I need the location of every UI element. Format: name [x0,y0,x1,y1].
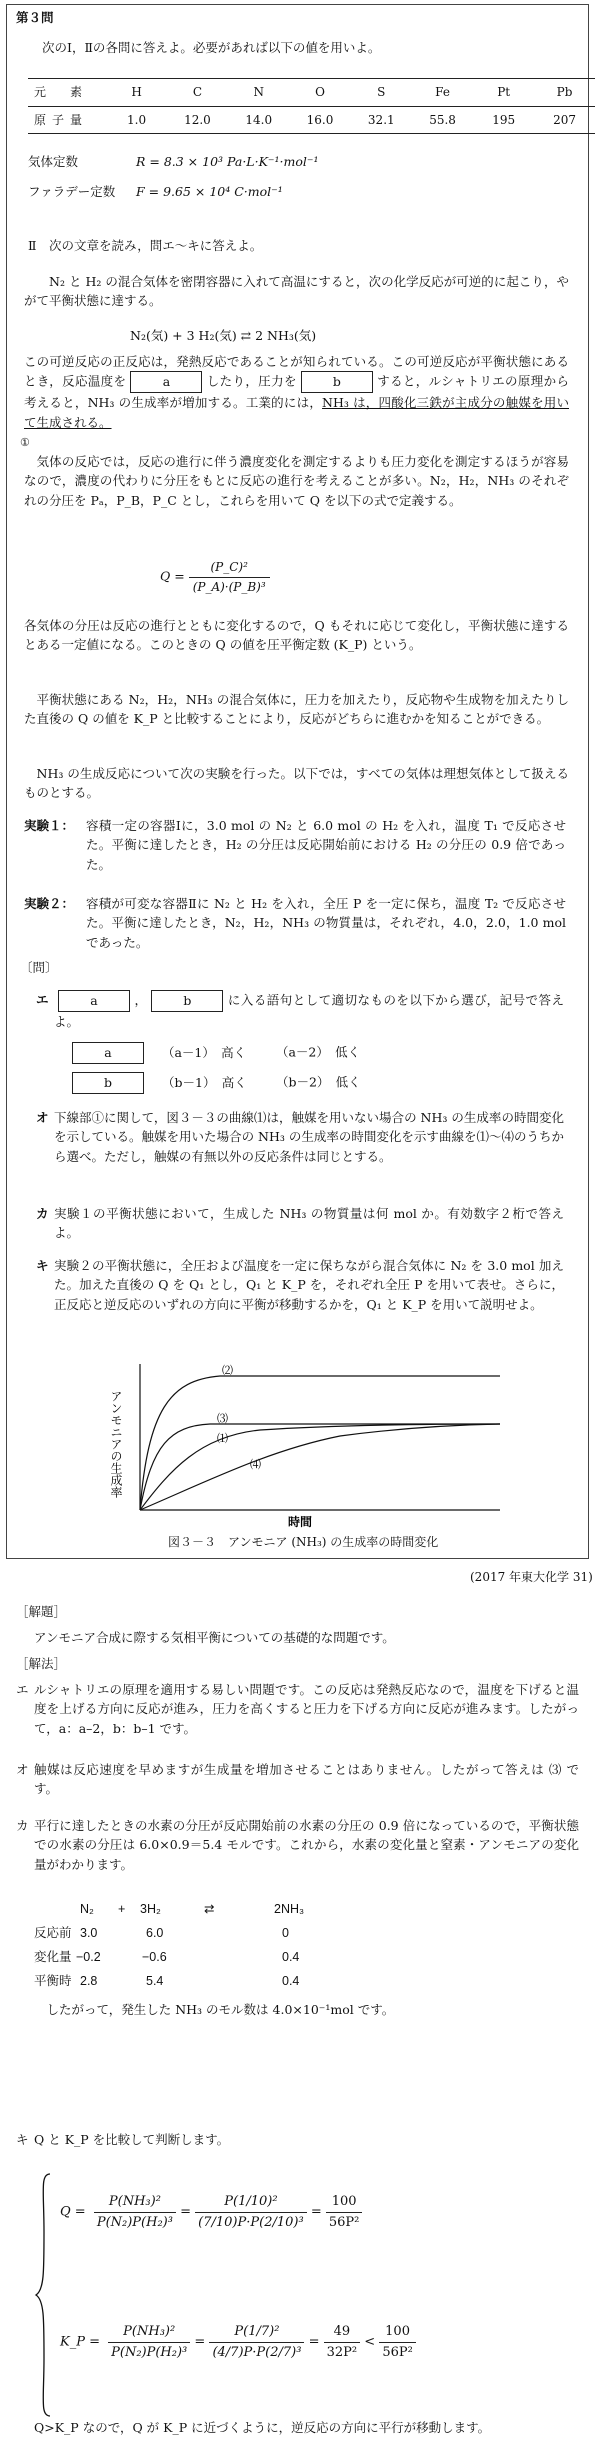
para-lechatelier-b: したり，圧力を [206,373,297,389]
source-note: (2017 年東大化学 31) [470,1570,593,1584]
part2-heading: Ⅱ 次の文章を読み，問エ～キに答えよ。 [28,238,263,253]
blank-b: b [301,371,373,393]
figure-caption: 図３－３ アンモニア (NH₃) の生成率の時間変化 [168,1535,439,1549]
sol-e-mark: エ [16,1682,29,1697]
choice-row-a [68,1042,360,1064]
curve-label-4: ⑷ [250,1458,261,1471]
sol-o-mark: オ [16,1762,29,1777]
sol-ka-text: 平行に達したときの水素の分圧が反応開始前の水素の分圧の 0.9 倍になっているので，平衡状態での水素の分圧は 6.0×0.9＝5.4 モルです。これから，水素の変化量と窒素・アンモニアの変化量がわかります。 [34,1818,579,1872]
reaction-table [34,1900,394,1996]
eq2-compare-den: 56P² [382,2345,413,2361]
question-e-text: a ， b に入る語句として適切なものを以下から選び，記号で答えよ。 [54,990,564,1031]
curve-3 [140,1424,500,1510]
choice-a2: （a－2） 低く [275,1044,361,1060]
rt-r1-v1: −0.6 [142,1950,167,1964]
eq1-sub-den: (7/10)P·P(2/10)³ [198,2215,304,2231]
eq2-general-num: P(NH₃)² [108,2322,190,2343]
eq1-result-num: 100 [326,2192,363,2213]
rt-h4: 2NH₃ [274,1902,305,1916]
element-cell: Fe [412,79,473,107]
element-cell: H [106,79,166,107]
curve-4 [140,1424,500,1510]
para-lechatelier [24,352,569,432]
curve-label-1: ⑴ [217,1432,228,1445]
mass-cell: 14.0 [228,106,289,134]
element-cell: N [228,79,289,107]
mass-cell: 207 [534,106,595,134]
figure-xlabel: 時間 [287,1515,313,1529]
blank-a: a [130,371,202,393]
figure-ylabel-text: アンモニアの生成率 [109,1390,123,1498]
rt-h1: + [118,1902,126,1916]
rt-r1-label: 変化量 [34,1950,72,1964]
para-compare: 平衡状態にある N₂，H₂，NH₃ の混合気体に，圧力を加えたり，反応物や生成物を加えたりした直後の Q の値を K_P と比較することにより，反応がどちらに進むかを知ることができる。 [24,692,569,727]
circle-1-marker: ① [20,436,30,449]
questions-heading: 〔問〕 [20,960,58,975]
rt-r0-v0: 3.0 [80,1926,98,1940]
rt-h2: 3H₂ [140,1902,161,1916]
eq1-general-den: P(N₂)P(H₂)³ [96,2215,173,2231]
choice-a1: （a－1） 高く [161,1044,247,1060]
eq2-general-den: P(N₂)P(H₂)³ [111,2345,188,2361]
curve-label-3: ⑶ [217,1412,228,1425]
blank-b-choice: b [72,1072,144,1094]
mass-cell: 195 [473,106,534,134]
sol-ka-mark: カ [16,1818,29,1833]
equation-brace [34,2172,54,2418]
mass-cell: 1.0 [106,106,166,134]
gas-constant-label: 気体定数 [28,154,79,169]
kaihou-heading: ［解法］ [16,1656,67,1671]
element-cell: C [167,79,228,107]
kaidai-text: アンモニア合成に際する気相平衡についての基礎的な問題です。 [34,1630,395,1645]
eq1-general [94,2192,176,2233]
question-o-mark: オ [36,1110,49,1125]
eq2-compare: < [364,2334,376,2350]
rt-r2-label: 平衡時 [34,1974,72,1988]
rt-h3: ⇄ [204,1902,215,1916]
mass-cell: 55.8 [412,106,473,134]
eq2-general [108,2322,190,2363]
rt-r2-v0: 2.8 [80,1974,98,1988]
mass-cell: 12.0 [167,106,228,134]
reaction-equation: N₂(気) + 3 H₂(気) ⇄ 2 NH₃(気) [130,328,317,343]
intro-text: 次のⅠ，Ⅱの各問に答えよ。必要があれば以下の値を用いよ。 [42,40,381,55]
element-cell: O [289,79,350,107]
eq1-general-num: P(NH₃)² [94,2192,176,2213]
question-ka-mark: カ [36,1206,49,1221]
para-experiment-intro: NH₃ の生成反応について次の実験を行った。以下では，すべての気体は理想気体として扱えるものとする。 [24,766,569,801]
exp2-text: 容積が可変な容器Ⅱに N₂ と H₂ を入れ，全圧 P を一定に保ち，温度 T₂ で反応させた。平衡に達したとき，N₂，H₂，NH₃ の物質量は，それぞれ，4.0，2.0，1.0 mol であった。 [86,896,566,950]
q-lhs: Q = [160,568,185,584]
rt-r1-v2: 0.4 [282,1950,300,1964]
blank-a-choice: a [72,1042,144,1064]
para-kp: 各気体の分圧は反応の進行とともに変化するので，Q もそれに応じて変化し，平衡状態に達するとある一定値になる。このときの Q の値を圧平衡定数 (K_P) という。 [24,618,569,653]
exp1-text: 容積一定の容器Ⅰに，3.0 mol の N₂ と 6.0 mol の H₂ を入れ，温度 T₁ で反応させた。平衡に達したとき，H₂ の分圧は反応開始前における H₂ の分圧の 0.9 倍であった。 [86,818,566,872]
para-lechatelier-a: この可逆反応の正反応は，発熱反応であることが知られている。この可逆反応が平衡状態にあるとき，反応温度を [24,354,569,389]
figure-ylabel [109,1390,123,1498]
reaction-table-header [34,1900,394,1924]
equation-q: Q = $\frac{\text{P(NH₃)²}}{\text{P(N₂)P(H₂)³}}$ = $\frac{\text{P(1/10)²}}{\text{(7/10)P·P(2/10)³}}$ = $\frac{100}{\text{56P²}}$ [60,2192,362,2233]
blank-a-ref: a [58,990,130,1012]
gas-constant: R = 8.3 × 10³ Pa·L·K⁻¹·mol⁻¹ [136,154,319,169]
eq2-sub-num: P(1/7)² [209,2322,304,2343]
faraday-label: ファラデー定数 [28,184,116,199]
curve-label-2: ⑵ [222,1364,233,1377]
question-ka-text: 実験１の平衡状態において，生成した NH₃ の物質量は何 mol か。有効数字２桁で答えよ。 [54,1206,564,1241]
rt-h0: N₂ [80,1902,94,1916]
eq1-sub-num: P(1/10)² [195,2192,307,2213]
q-denominator: (P_A)·(P_B)³ [192,579,266,594]
elements-header: 元 素 [28,79,106,107]
sol-ka-result: したがって，発生した NH₃ のモル数は 4.0×10⁻¹mol です。 [46,2002,395,2017]
choice-b2: （b－2） 低く [275,1074,361,1090]
eq2-sub-den: (4/7)P·P(2/7)³ [212,2345,302,2361]
question-e-mark: エ [36,992,49,1007]
eq1-result-den: 56P² [328,2215,360,2231]
q-numerator: (P_C)² [189,558,270,578]
curve-1 [140,1424,500,1510]
mass-cell: 16.0 [289,106,350,134]
eq1-lhs: Q = [60,2204,86,2220]
reaction-table-row [34,1948,394,1972]
rt-r0-v1: 6.0 [146,1926,164,1940]
eq2-substituted [209,2322,304,2363]
eq2-lhs: K_P = [60,2334,100,2350]
q-fraction [189,558,270,596]
exp2-label: 実験２： [24,896,75,911]
choice-b1: （b－1） 高く [161,1074,247,1090]
choice-row-b [68,1072,361,1094]
mass-cell: 32.1 [351,106,412,134]
mass-header: 原子量 [28,106,106,134]
para-lechatelier-c: すると，ルシャトリエの原理から考えると，NH₃ の生成率が増加する。工業的には， [24,373,569,411]
blank-b-ref: b [151,990,223,1012]
rt-r1-v0: −0.2 [76,1950,101,1964]
sol-e-text: ルシャトリエの原理を適用する易しい問題です。この反応は発熱反応なので，温度を下げると温度を上げる方向に反応が進み，圧力を高くすると圧力を下げる方向に反応が進みます。したがって，a：a–2，b：b–1 です。 [34,1682,579,1736]
rt-r0-label: 反応前 [34,1926,72,1940]
question-ki-text: 実験２の平衡状態に，全圧および温度を一定に保ちながら混合気体に N₂ を 3.0 mol 加えた。加えた直後の Q を Q₁ とし，Q₁ と K_P を，それぞれ全圧 P を用いて表せ。さらに，正反応と逆反応のいずれの方向に平衡が移動するかを，Q₁ と K_P を用いて説明せよ。 [54,1258,564,1312]
sol-ki-text: Q と K_P を比較して判断します。 [34,2132,230,2147]
sol-o-text: 触媒は反応速度を早めますが生成量を増加させることはありません。したがって答えは ⑶ です。 [34,1762,579,1797]
underline-1: NH₃ は，四酸化三鉄が主成分の触媒を用いて生成される。 [24,395,569,430]
question-ki-mark: キ [36,1258,49,1273]
eq2-result [324,2322,361,2363]
eq2-result-den: 32P² [326,2345,358,2361]
ammonia-yield-figure [100,1350,520,1530]
rt-r0-v2: 0 [282,1926,289,1940]
reaction-table-row [34,1924,394,1948]
eq2-result-num: 49 [324,2322,361,2343]
rt-r2-v2: 0.4 [282,1974,300,1988]
kaidai-heading: ［解題］ [16,1604,67,1619]
element-cell: Pt [473,79,534,107]
eq1-result [326,2192,363,2233]
element-cell: S [351,79,412,107]
para-intro: N₂ と H₂ の混合気体を密閉容器に入れて高温にすると，次の化学反応が可逆的に起こり，やがて平衡状態に達する。 [24,274,569,309]
equation-kp: K_P = $\frac{\text{P(NH₃)²}}{\text{P(N₂)P(H₂)³}}$ = $\frac{\text{P(1/7)²}}{\text{(4/7)P·P(2/7)³}}$ = $\frac{49}{\text{32P²}}$ < $\frac{100}{\text{56P²}}$ [60,2322,416,2363]
sol-conclusion: Q>K_P なので，Q が K_P に近づくように，逆反応の方向に平行が移動します。 [34,2420,491,2435]
eq1-substituted [195,2192,307,2233]
question-title: 第３問 [16,10,54,25]
rt-r2-v1: 5.4 [146,1974,164,1988]
eq2-compare-frac [379,2322,416,2363]
exp1-label: 実験１： [24,818,75,833]
question-o-text: 下線部①に関して，図３－３の曲線⑴は，触媒を用いない場合の NH₃ の生成率の時間変化を示している。触媒を用いた場合の NH₃ の生成率の時間変化を示す曲線を⑴～⑷のうちから選べ。ただし，触媒の有無以外の反応条件は同じとする。 [54,1110,564,1164]
sol-ki-mark: キ [16,2132,29,2147]
element-cell: Pb [534,79,595,107]
eq2-compare-num: 100 [379,2322,416,2343]
question-e-body: に入る語句として適切なものを以下から選び，記号で答えよ。 [54,992,564,1029]
curve-2 [140,1376,500,1510]
atomic-mass-table [28,78,595,134]
q-equation [160,558,270,596]
faraday-constant: F = 9.65 × 10⁴ C·mol⁻¹ [136,184,283,199]
reaction-table-row [34,1972,394,1996]
para-partial-pressure: 気体の反応では，反応の進行に伴う濃度変化を測定するよりも圧力変化を測定するほうが容易なので，濃度の代わりに分圧をもとに反応の進行を考えることが多い。N₂，H₂，NH₃ のそれぞれの分圧を Pₐ，P_B，P_C とし，これらを用いて Q を以下の式で定義する。 [24,454,569,508]
